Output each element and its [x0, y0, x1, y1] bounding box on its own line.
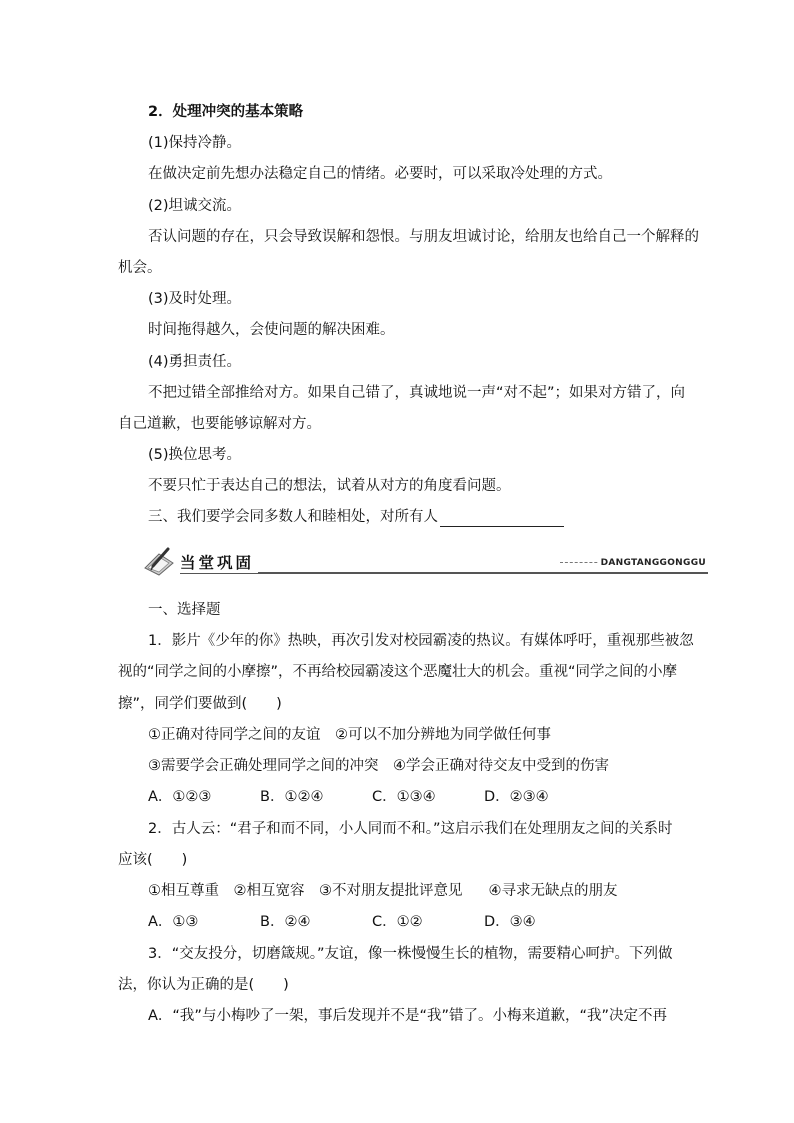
- strategy-4-title: (4)勇担责任。: [148, 354, 242, 370]
- strategy-3-title: (3)及时处理。: [148, 291, 242, 307]
- pencil-book-icon: [142, 546, 178, 576]
- exercise-heading: 一、选择题: [148, 602, 221, 618]
- q1-stem-line3: 擦”，同学们要做到( ): [118, 696, 282, 712]
- q2-stem-line2: 应该( ): [118, 852, 188, 868]
- q2-options: [148, 912, 680, 932]
- strategy-1-title: (1)保持冷静。: [148, 135, 242, 151]
- strategy-2-body-line2: 机会。: [118, 260, 162, 276]
- strategy-2-body-line1: 否认问题的存在，只会导致误解和怨恨。与朋友坦诚讨论，给朋友也给自己一个解释的: [148, 229, 699, 245]
- banner-code: DANGTANGGONGGU: [598, 558, 706, 568]
- strategy-5-title: (5)换位思考。: [148, 447, 242, 463]
- fill-in-blank[interactable]: [440, 511, 564, 527]
- q3-stem-line2: 法，你认为正确的是( ): [118, 977, 289, 993]
- q1-items-line2: ③需要学会正确处理同学之间的冲突 ④学会正确对待交友中受到的伤害: [148, 758, 609, 774]
- q1-options: [148, 787, 680, 807]
- q2-option-b[interactable]: B．②④: [260, 914, 311, 930]
- section-heading: 2．处理冲突的基本策略: [148, 104, 304, 120]
- q2-items-part2: ④寻求无缺点的朋友: [488, 883, 618, 899]
- banner-rule: [180, 572, 708, 574]
- q2-stem-line1: 2．古人云：“君子和而不同，小人同而不和。”这启示我们在处理朋友之间的关系时: [148, 821, 673, 837]
- q1-option-b[interactable]: B．①②④: [260, 789, 324, 805]
- strategy-5-body: 不要只忙于表达自己的想法，试着从对方的角度看问题。: [148, 478, 511, 494]
- banner-title: 当堂巩固: [180, 551, 258, 573]
- q1-stem-line2: 视的“同学之间的小摩擦”，不再给校园霸凌这个恶魔壮大的机会。重视“同学之间的小摩: [118, 664, 678, 680]
- strategy-2-title: (2)坦诚交流。: [148, 198, 242, 214]
- q2-option-d[interactable]: D．③④: [484, 914, 536, 930]
- q1-stem-line1: 1．影片《少年的你》热映，再次引发对校园霸凌的热议。有媒体呼吁，重视那些被忽: [148, 633, 694, 649]
- strategy-4-body-line1: 不把过错全部推给对方。如果自己错了，真诚地说一声“对不起”；如果对方错了，向: [148, 385, 686, 401]
- section-3-text: 三、我们要学会同多数人和睦相处，对所有人: [148, 509, 438, 525]
- section-banner: [142, 546, 708, 576]
- q2-items-part1: ①相互尊重 ②相互宽容 ③不对朋友提批评意见: [148, 883, 463, 899]
- q1-items-line1: ①正确对待同学之间的友谊 ②可以不加分辨地为同学做任何事: [148, 727, 551, 743]
- q1-option-c[interactable]: C．①③④: [372, 789, 436, 805]
- q3-option-a[interactable]: A．“我”与小梅吵了一架，事后发现并不是“我”错了。小梅来道歉，“我”决定不再: [148, 1008, 667, 1024]
- q3-stem-line1: 3．“交友投分，切磨箴规。”友谊，像一株慢慢生长的植物，需要精心呵护。下列做: [148, 946, 673, 962]
- strategy-4-body-line2: 自己道歉，也要能够谅解对方。: [118, 416, 321, 432]
- strategy-1-body: 在做决定前先想办法稳定自己的情绪。必要时，可以采取冷处理的方式。: [148, 166, 612, 182]
- q1-option-a[interactable]: A．①②③: [148, 789, 212, 805]
- section-3-line: [148, 507, 680, 527]
- q2-option-c[interactable]: C．①②: [372, 914, 423, 930]
- q2-items-line1: [148, 881, 680, 901]
- q1-option-d[interactable]: D．②③④: [484, 789, 549, 805]
- strategy-3-body: 时间拖得越久，会使问题的解决困难。: [148, 322, 395, 338]
- q2-option-a[interactable]: A．①③: [148, 914, 199, 930]
